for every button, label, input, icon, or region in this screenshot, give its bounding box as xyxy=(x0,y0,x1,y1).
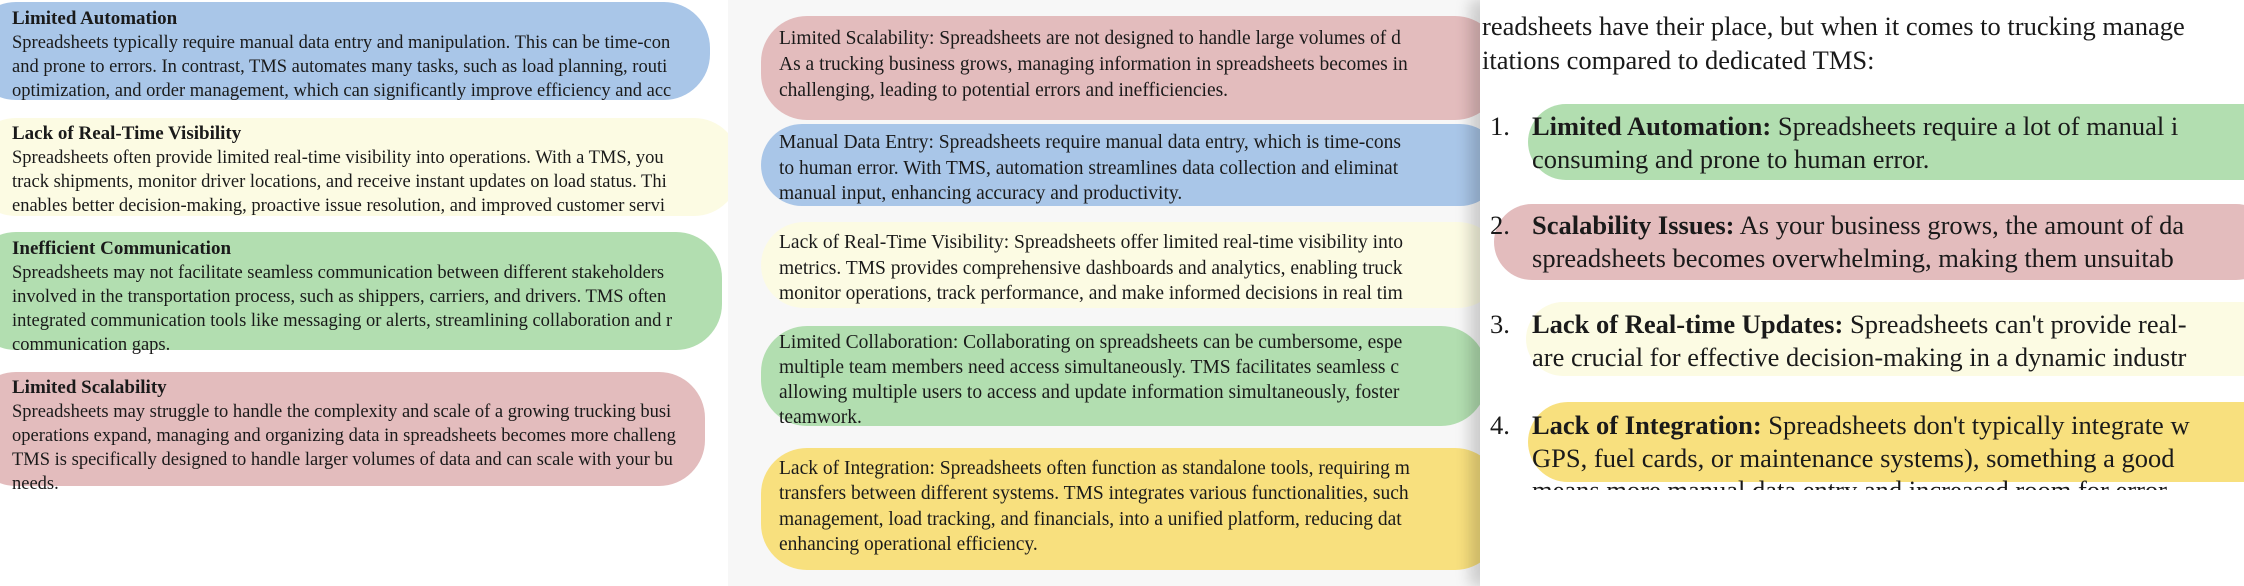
body-line: Limited Collaboration: Collaborating on spreadsheets can be cumbersome, espe xyxy=(779,332,1403,353)
body-line: Manual Data Entry: Spreadsheets require manual data entry, which is time-cons xyxy=(779,132,1401,153)
list-item-line: spreadsheets becomes overwhelming, making them unsuitab xyxy=(1532,243,2174,273)
list-number: 3. xyxy=(1490,309,1510,339)
list-number: 4. xyxy=(1490,410,1510,440)
body-line: transfers between different systems. TMS integrates various functionalities, such xyxy=(779,483,1409,504)
list-item-text: Spreadsheets can't provide real- xyxy=(1843,309,2187,339)
list-item-text: Spreadsheets require a lot of manual i xyxy=(1771,111,2179,141)
body-line: allowing multiple users to access and update information simultaneously, foster xyxy=(779,382,1400,403)
document-panel-3 xyxy=(1480,0,2244,586)
body-line: teamwork. xyxy=(779,407,862,428)
list-item-term: Limited Automation: xyxy=(1532,111,1772,141)
page-cutoff xyxy=(1480,490,2244,586)
body-line: optimization, and order management, which can significantly improve efficiency and acc xyxy=(12,81,672,101)
body-line: to human error. With TMS, automation streamlines data collection and eliminat xyxy=(779,158,1399,179)
list-number: 1. xyxy=(1490,111,1510,141)
body-line: track shipments, monitor driver locations, and receive instant updates on load status. Thi xyxy=(12,172,667,192)
document-panel-2 xyxy=(728,0,1480,586)
body-line: and prone to errors. In contrast, TMS automates many tasks, such as load planning, routi xyxy=(12,57,668,77)
intro-line: readsheets have their place, but when it comes to trucking manage xyxy=(1482,11,2185,41)
list-item-line xyxy=(1532,110,2178,143)
body-line: Lack of Integration: Spreadsheets often function as standalone tools, requiring m xyxy=(779,458,1410,479)
list-item-term: Lack of Real-time Updates: xyxy=(1532,309,1844,339)
list-item-line: consuming and prone to human error. xyxy=(1532,144,1930,174)
list-item-term: Scalability Issues: xyxy=(1532,210,1735,240)
list-item-line xyxy=(1532,409,2190,442)
fade-overlay xyxy=(0,516,728,586)
section-heading: Lack of Real-Time Visibility xyxy=(12,123,242,144)
body-line: Lack of Real-Time Visibility: Spreadsheets offer limited real-time visibility into xyxy=(779,232,1403,253)
body-line: communication gaps. xyxy=(12,335,171,355)
body-line: Spreadsheets often provide limited real-time visibility into operations. With a TMS, you xyxy=(12,148,664,168)
list-item-text: As your business grows, the amount of da xyxy=(1734,210,2185,240)
body-line: Limited Scalability: Spreadsheets are not designed to handle large volumes of d xyxy=(779,28,1401,49)
document-panel-1 xyxy=(0,0,728,586)
list-item-line xyxy=(1532,308,2187,341)
body-line: Spreadsheets typically require manual data entry and manipulation. This can be time-con xyxy=(12,33,671,53)
body-line: management, load tracking, and financials, into a unified platform, reducing dat xyxy=(779,509,1402,530)
list-item-line: are crucial for effective decision-making in a dynamic industr xyxy=(1532,342,2187,372)
body-line: challenging, leading to potential errors and inefficiencies. xyxy=(779,80,1229,101)
body-line: As a trucking business grows, managing information in spreadsheets becomes in xyxy=(779,54,1408,75)
body-line: Spreadsheets may not facilitate seamless communication between different stakeholders xyxy=(12,263,665,283)
list-item-term: Lack of Integration: xyxy=(1532,410,1762,440)
body-line: manual input, enhancing accuracy and productivity. xyxy=(779,183,1183,204)
list-item-line xyxy=(1532,209,2184,242)
section-heading: Inefficient Communication xyxy=(12,238,232,259)
list-item-text: Spreadsheets don't typically integrate w xyxy=(1761,410,2190,440)
section-heading: Limited Scalability xyxy=(12,377,167,398)
intro-line: itations compared to dedicated TMS: xyxy=(1482,45,1875,75)
section-heading: Limited Automation xyxy=(12,8,178,29)
body-line: needs. xyxy=(12,474,59,494)
body-line: integrated communication tools like messaging or alerts, streamlining collaboration and r xyxy=(12,311,673,331)
body-line: multiple team members need access simultaneously. TMS facilitates seamless c xyxy=(779,357,1400,378)
body-line: metrics. TMS provides comprehensive dashboards and analytics, enabling truck xyxy=(779,258,1403,279)
body-line: operations expand, managing and organizing data in spreadsheets becomes more challeng xyxy=(12,426,676,446)
body-line: Spreadsheets may struggle to handle the complexity and scale of a growing trucking busi xyxy=(12,402,672,422)
body-line: involved in the transportation process, such as shippers, carriers, and drivers. TMS often xyxy=(12,287,667,307)
list-number: 2. xyxy=(1490,210,1510,240)
body-line: TMS is specifically designed to handle larger volumes of data and can scale with your bu xyxy=(12,450,673,470)
body-line: monitor operations, track performance, and make informed decisions in real tim xyxy=(779,283,1403,304)
body-line: enhancing operational efficiency. xyxy=(779,534,1038,555)
list-item-line: GPS, fuel cards, or maintenance systems), something a good xyxy=(1532,443,2175,473)
body-line: enables better decision-making, proactive issue resolution, and improved customer servi xyxy=(12,196,665,216)
